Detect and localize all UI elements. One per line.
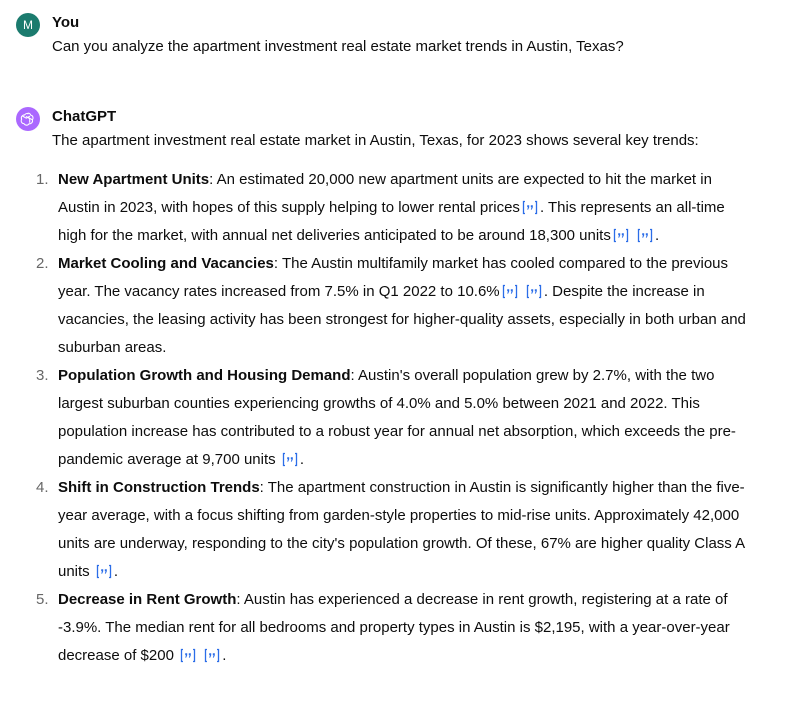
point-text: . This represents an all-time high for the market, with annual net deliveries anticipated to be around 18,300 units (58, 199, 725, 244)
point-title: Market Cooling and Vacancies (58, 255, 274, 272)
citation-quote-icon[interactable] (522, 200, 538, 215)
point-text: The apartment construction in Austin is significantly higher than the five-year average, with a focus shifting from garden-style properties to mid-rise units. Approximately 42,000 units are underway, responding to the city's population growth. Of these, 67% are higher quality Class A units (58, 479, 745, 580)
point-text: Austin's overall population grew by 2.7%, with the two largest suburban counties experiencing growths of 4.0% and 5.0% between 2021 and 2022. This population increase has contributed to a robust year for annual net absorption, which exceeds the pre-pandemic average at 9,700 units (58, 367, 736, 468)
point-title: Population Growth and Housing Demand (58, 367, 351, 384)
trend-list (16, 166, 756, 670)
list-number: 3. (36, 367, 49, 384)
citation-quote-icon[interactable] (502, 284, 518, 299)
point-text: . (299, 451, 304, 468)
point-text: An estimated 20,000 new apartment units are expected to hit the market in Austin in 2023, with hopes of this supply helping to lower rental prices (58, 171, 712, 216)
list-item: 3. Population Growth and Housing Demand: Austin's overall population grew by 2.7%, with the two largest suburban counties experiencing growths of 4.0% and 5.0% between 2021 and 2022. This population increase has contributed to a robust year for annual net absorption, which exceeds the pre-pandemic average at 9,700 units . (16, 362, 756, 474)
list-item: 4. Shift in Construction Trends: The apartment construction in Austin is significantly higher than the five-year average, with a focus shifting from garden-style properties to mid-rise units. Approximately 42,000 units are underway, responding to the city's population growth. Of these, 67% are higher quality Class A units . (16, 474, 756, 586)
user-name: You (52, 14, 80, 31)
user-avatar (16, 13, 40, 37)
point-text: Austin has experienced a decrease in rent growth, registering at a rate of -3.9%. The median rent for all bedrooms and property types in Austin is $2,195, with a year-over-year decrease of $200 (58, 591, 730, 664)
point-text: . (655, 227, 660, 244)
citation-quote-icon[interactable] (282, 452, 298, 467)
openai-logo-icon (16, 107, 40, 131)
point-title: Decrease in Rent Growth (58, 591, 237, 608)
citation-quote-icon[interactable] (180, 648, 196, 663)
list-number: 5. (36, 591, 49, 608)
point-title: Shift in Construction Trends (58, 479, 260, 496)
list-item: 2. Market Cooling and Vacancies: The Austin multifamily market has cooled compared to the previous year. The vacancy rates increased from 7.5% in Q1 2022 to 10.6% . Despite the increase in vacancies, the leasing activity has been strongest for higher-quality assets, especially in both urban and suburban areas. (16, 250, 756, 362)
point-text: . (222, 647, 227, 664)
point-text: The Austin multifamily market has cooled compared to the previous year. The vacancy rates increased from 7.5% in Q1 2022 to 10.6% (58, 255, 729, 300)
citation-quote-icon[interactable] (204, 648, 220, 663)
user-message-text: Can you analyze the apartment investment real estate market trends in Austin, Texas? (52, 38, 624, 55)
list-item: 1. New Apartment Units: An estimated 20,000 new apartment units are expected to hit the market in Austin in 2023, with hopes of this supply helping to lower rental prices . This represents an all-time high for the market, with annual net deliveries anticipated to be around 18,300 units . (16, 166, 756, 250)
list-item: 5. Decrease in Rent Growth: Austin has experienced a decrease in rent growth, registering at a rate of -3.9%. The median rent for all bedrooms and property types in Austin is $2,195, with a year-over-year decrease of $200 . (16, 586, 756, 670)
point-text: . Despite the increase in vacancies, the leasing activity has been strongest for higher-quality assets, especially in both urban and suburban areas. (58, 283, 746, 356)
list-number: 4. (36, 479, 49, 496)
point-title: New Apartment Units (58, 171, 210, 188)
citation-quote-icon[interactable] (526, 284, 542, 299)
citation-quote-icon[interactable] (637, 228, 653, 243)
point-text: . (113, 563, 119, 580)
list-number: 1. (36, 171, 49, 188)
citation-quote-icon[interactable] (96, 564, 112, 579)
user-avatar-letter: M (23, 18, 33, 32)
assistant-name: ChatGPT (52, 108, 117, 125)
assistant-intro: The apartment investment real estate market in Austin, Texas, for 2023 shows several key trends: (52, 132, 699, 149)
citation-quote-icon[interactable] (613, 228, 629, 243)
list-number: 2. (36, 255, 49, 272)
